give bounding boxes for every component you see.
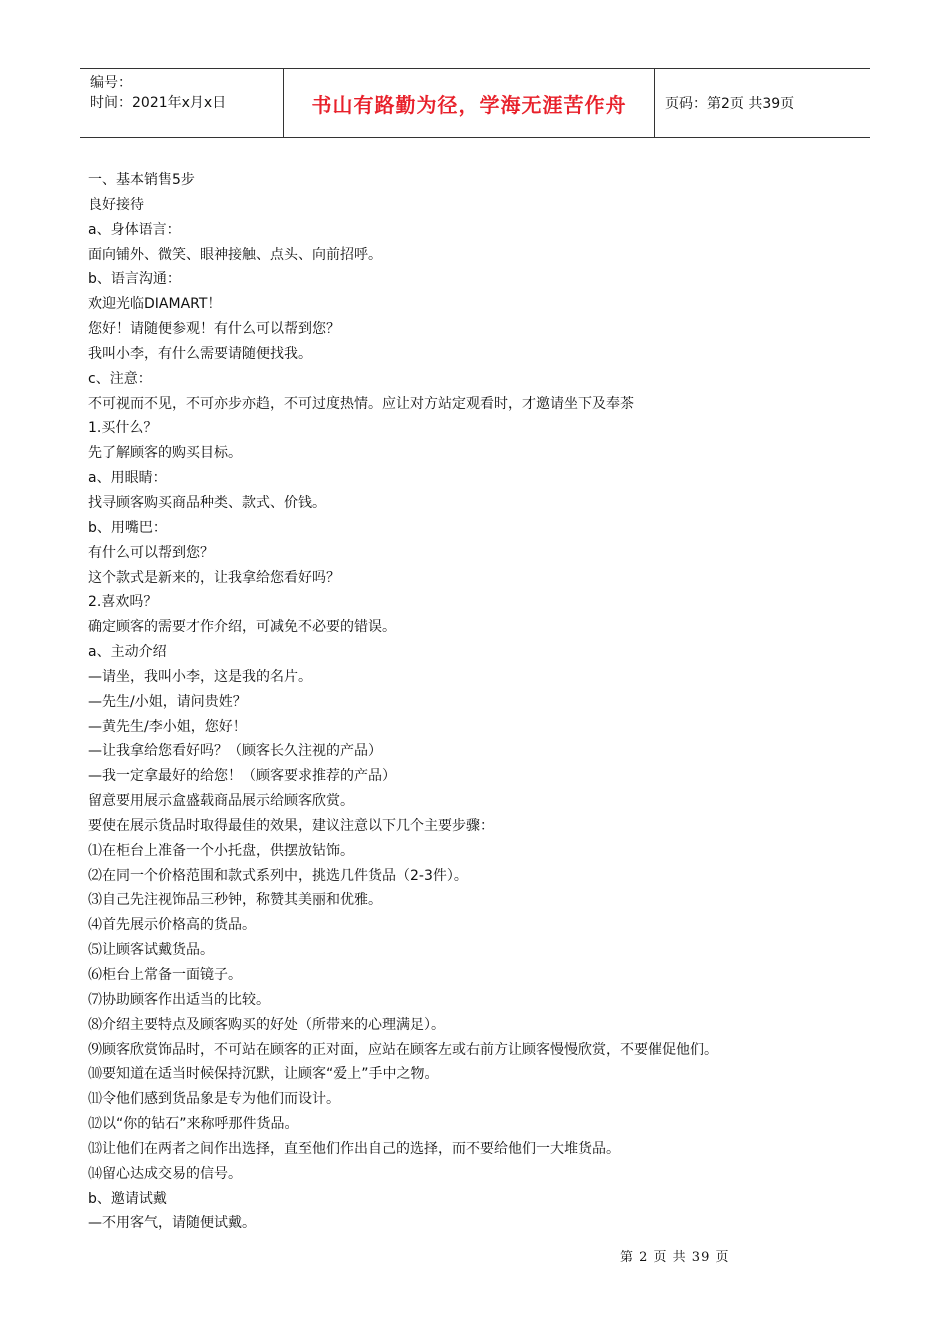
text-line: ⑸让顾客试戴货品。 [88,942,214,959]
text-line: 欢迎光临DIAMART！ [88,296,222,313]
text-line: 要使在展示货品时取得最佳的效果，建议注意以下几个主要步骤： [88,817,494,834]
text-line: c、注意： [88,370,152,387]
text-line: a、用眼睛： [88,470,167,487]
text-line: ⑴在柜台上准备一个小托盘，供摆放钻饰。 [88,842,354,859]
text-line: —不用客气，请随便试戴。 [88,1215,256,1232]
text-line: 有什么可以帮到您？ [88,544,214,561]
text-line: —黄先生/李小姐，您好！ [88,718,247,735]
text-line: ⒁留心达成交易的信号。 [88,1165,242,1182]
text-line: 先了解顾客的购买目标。 [88,445,242,462]
text-line: ⑷首先展示价格高的货品。 [88,917,256,934]
text-line: ⒀让他们在两者之间作出选择，直至他们作出自己的选择，而不要给他们一大堆货品。 [88,1140,620,1157]
header-motto: 书山有路勤为径，学海无涯苦作舟 [283,69,655,137]
text-line: ⑻介绍主要特点及顾客购买的好处（所带来的心理满足）。 [88,1016,445,1033]
text-line: 一、基本销售5步 [88,172,195,188]
header-info-cell [80,69,283,137]
text-line: b、用嘴巴： [88,519,167,536]
text-line: ⑽要知道在适当时候保持沉默，让顾客“爱上”手中之物。 [88,1066,439,1083]
text-line: 2.喜欢吗？ [88,594,158,611]
text-line: a、主动介绍 [88,644,167,661]
text-line: 这个款式是新来的，让我拿给您看好吗？ [88,569,340,586]
text-line: ⑼顾客欣赏饰品时，不可站在顾客的正对面，应站在顾客左或右前方让顾客慢慢欣赏，不要催促他们。 [88,1041,718,1058]
text-line: ⑿以“你的钻石”来称呼那件货品。 [88,1116,299,1133]
time-label: 时间：2021年x月x日 [90,95,227,111]
page-header [80,68,870,138]
text-line: ⑺协助顾客作出适当的比较。 [88,991,270,1008]
text-line: ⑾令他们感到货品象是专为他们而设计。 [88,1091,340,1108]
text-line: 您好！请随便参观！有什么可以帮到您？ [88,321,340,338]
text-line: 不可视而不见，不可亦步亦趋，不可过度热情。应让对方站定观看时，才邀请坐下及奉茶 [88,395,634,412]
text-line: —先生/小姐，请问贵姓？ [88,693,247,710]
text-line: 我叫小李，有什么需要请随便找我。 [88,345,312,362]
text-line: 确定顾客的需要才作介绍，可减免不必要的错误。 [88,619,396,636]
text-line: b、邀请试戴 [88,1190,167,1207]
text-line: —请坐，我叫小李，这是我的名片。 [88,668,312,685]
header-page-info: 页码：第2页 共39页 [665,96,795,112]
text-line: —我一定拿最好的给您！（顾客要求推荐的产品） [88,768,396,785]
text-line: 面向铺外、微笑、眼神接触、点头、向前招呼。 [88,246,382,263]
text-line: 留意要用展示盒盛载商品展示给顾客欣赏。 [88,793,354,810]
text-line: ⑵在同一个价格范围和款式系列中，挑选几件货品（2-3件）。 [88,867,468,884]
text-line: —让我拿给您看好吗？（顾客长久注视的产品） [88,743,382,760]
text-line: 1.买什么？ [88,420,158,437]
document-body [88,168,888,1236]
text-line: ⑹柜台上常备一面镜子。 [88,967,242,983]
text-line: ⑶自己先注视饰品三秒钟，称赞其美丽和优雅。 [88,892,382,909]
text-line: a、身体语言： [88,221,181,238]
text-line: 良好接待 [88,196,144,213]
text-line: b、语言沟通： [88,271,181,288]
page-footer: 第 2 页 共 39 页 [620,1250,730,1265]
text-line: 找寻顾客购买商品种类、款式、价钱。 [88,494,326,511]
code-label: 编号： [90,75,132,91]
